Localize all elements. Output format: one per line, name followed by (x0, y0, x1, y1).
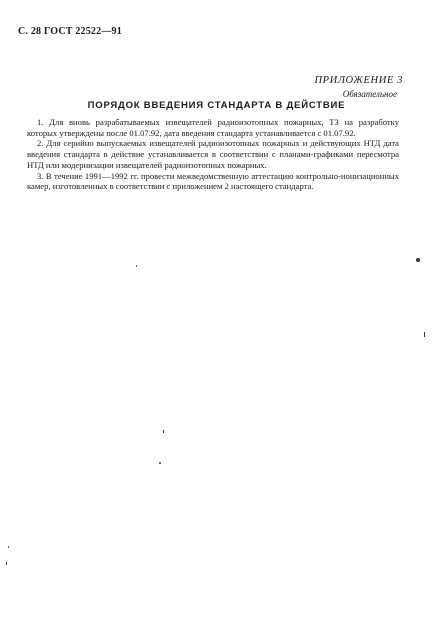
scan-speck (6, 562, 7, 565)
scan-speck (424, 332, 425, 337)
scan-speck (8, 546, 9, 548)
body-text (27, 117, 399, 192)
scan-speck (416, 258, 420, 262)
page-header: С. 28 ГОСТ 22522—91 (18, 26, 122, 37)
appendix-status: Обязательное (342, 89, 397, 99)
appendix-label: ПРИЛОЖЕНИЕ 3 (314, 75, 403, 86)
scan-speck (136, 265, 137, 267)
appendix-block (314, 75, 403, 99)
scan-speck (163, 430, 164, 433)
paragraph-2: 2. Для серийно выпускаемых извещателей радиоизотопных пожарных и действующих НТД дата введения стандарта в действие устанавливается в соответствии с планами-графиками пересмотра НТД или модернизации извещателей радиоизотопных пожарных. (27, 138, 399, 170)
paragraph-3: 3. В течение 1991—1992 гг. провести межведомственную аттестацию контрольно-ионизационных камер, изготовленных в соответствии с приложением 2 настоящего стандарта. (27, 170, 399, 192)
document-title: ПОРЯДОК ВВЕДЕНИЯ СТАНДАРТА В ДЕЙСТВИЕ (87, 100, 346, 111)
paragraph-1: 1. Для вновь разрабатываемых извещателей радиоизотопных пожарных, ТЗ на разработку которых утверждены после 01.07.92, дата введения стандарта устанавливается с 01.07.92. (27, 117, 399, 138)
scan-speck (159, 462, 161, 464)
